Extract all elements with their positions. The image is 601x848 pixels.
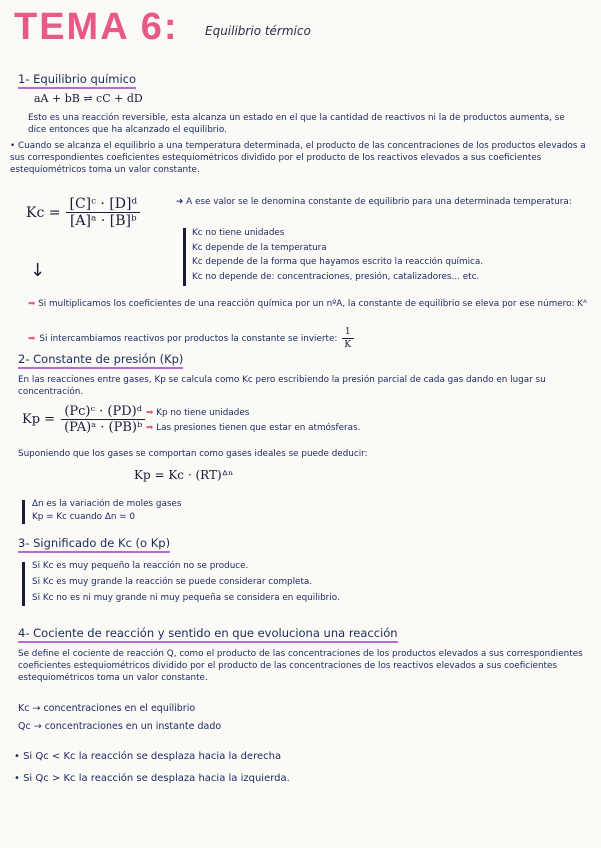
section-1-paragraph-1: Esto es una reacción reversible, esta alcanza un estado en el que la cantidad de reactivos ni la de productos aumenta, se dice entonces que ha alcanzado el equilibrio.: [28, 113, 565, 136]
kp-note-text: Kp no tiene unidades: [156, 408, 250, 418]
q-direction-item: • Si Qc > Kc la reacción se desplaza hacia la izquierda.: [14, 768, 574, 790]
arrow-right-icon: ➡: [146, 408, 157, 418]
q-direction-item: • Si Qc < Kc la reacción se desplaza hacia la derecha: [14, 746, 574, 768]
kc-meaning-item: Si Kc es muy pequeño la reacción no se produce.: [32, 561, 249, 571]
kc-numerator: [C]ᶜ · [D]ᵈ: [66, 196, 140, 213]
section-2-paragraph-2: Suponiendo que los gases se comportan como gases ideales se puede deducir:: [18, 449, 368, 459]
kp-notes: [146, 406, 566, 436]
section-4-heading: 4- Cociente de reacción y sentido en que evoluciona una reacción: [18, 626, 398, 643]
inverse-fraction: [341, 326, 354, 351]
kp-lhs: Kp =: [22, 412, 56, 427]
kc-property: Kc no depende de: concentraciones, presión, catalizadores... etc.: [192, 271, 480, 282]
kp-kc-relation: Kp = Kc · (RT)ᐞⁿ: [134, 468, 234, 482]
delta-n-definition: Kp = Kc cuando Δn = 0: [32, 512, 136, 522]
kp-note-text: Las presiones tienen que estar en atmósferas.: [156, 423, 361, 433]
kp-note: [146, 421, 566, 436]
section-1-heading: 1- Equilibrio químico: [18, 72, 136, 89]
arrow-right-icon: ➜: [176, 197, 187, 207]
kc-denominator: [A]ᵃ · [B]ᵇ: [69, 213, 137, 229]
kc-note: [176, 196, 586, 208]
kc-lhs: Kc =: [26, 204, 61, 221]
rule-multiply-text: Si multiplicamos los coeficientes de una reacción química por un nºA, la constante de equilibrio se eleva por ese número: Kᴬ: [38, 299, 587, 309]
q-definitions: [18, 700, 578, 736]
q-definition: Qc → concentraciones en un instante dado: [18, 721, 222, 732]
kc-meaning-item: Si Kc es muy grande la reacción se puede considerar completa.: [32, 577, 313, 587]
kc-property: Kc depende de la temperatura: [192, 242, 327, 253]
q-definition: Kc → concentraciones en el equilibrio: [18, 703, 196, 714]
reaction-equation: aA + bB ⇌ cC + dD: [34, 92, 143, 105]
kp-formula: [22, 404, 145, 435]
kc-meaning-item: Si Kc no es ni muy grande ni muy pequeña se considera en equilibrio.: [32, 593, 340, 603]
arrow-right-icon: ➡: [28, 299, 39, 309]
section-1-paragraph-2: • Cuando se alcanza el equilibrio a una temperatura determinada, el producto de las concentraciones de los productos elevados a sus correspondientes coeficientes estequiométricos dividido por el producto de los reactivos elevados a sus coeficientes estequiométricos toma un valor constante.: [10, 140, 590, 177]
q-direction-list: [14, 746, 574, 790]
kp-denominator: (PA)ᵃ · (PB)ᵇ: [64, 420, 143, 435]
delta-n-definition: Δn es la variación de moles gases: [32, 499, 182, 509]
page-subtitle: Equilibrio térmico: [205, 24, 311, 38]
arrow-right-icon: ➡: [146, 423, 157, 433]
kp-note: [146, 406, 566, 421]
rule-multiply: [28, 298, 588, 310]
rule-invert: [28, 326, 588, 351]
kc-property: Kc depende de la forma que hayamos escrito la reacción química.: [192, 257, 484, 267]
kc-properties: [192, 226, 587, 284]
kp-numerator: (Pc)ᶜ · (PD)ᵈ: [61, 404, 145, 420]
inverse-denominator: K: [344, 340, 352, 351]
bracket-bar: [22, 562, 25, 606]
section-3-heading: 3- Significado de Kc (o Kp): [18, 536, 170, 553]
arrow-down-icon: ↓: [30, 260, 46, 281]
kc-fraction: [66, 196, 140, 229]
section-2-paragraph-1: En las reacciones entre gases, Kp se calcula como Kc pero escribiendo la presión parcial de cada gas dando en lugar su concentración.: [18, 375, 546, 398]
bracket-bar: [183, 228, 186, 286]
page-title: TEMA 6:: [14, 6, 179, 48]
arrow-right-icon: ➡: [28, 333, 36, 344]
kp-fraction: [61, 404, 145, 435]
section-2-heading: 2- Constante de presión (Kp): [18, 352, 183, 369]
kc-meaning-list: [32, 558, 572, 606]
bracket-bar: [22, 500, 25, 524]
rule-invert-text: Si intercambiamos reactivos por productos la constante se invierte:: [39, 333, 338, 344]
kc-formula: [26, 196, 140, 229]
section-4-paragraph: Se define el cociente de reacción Q, como el producto de las concentraciones de los productos elevados a sus correspondientes coeficientes estequiométricos dividido por el producto de las concentraciones de los reactivos elevados a sus coeficientes estequiométricos toma un valor constante.: [18, 649, 583, 684]
delta-n-definitions: [32, 498, 432, 524]
inverse-numerator: 1: [342, 326, 354, 339]
kc-note-text: A ese valor se le denomina constante de equilibrio para una determinada temperatura:: [186, 197, 572, 207]
kc-property: Kc no tiene unidades: [192, 228, 285, 238]
